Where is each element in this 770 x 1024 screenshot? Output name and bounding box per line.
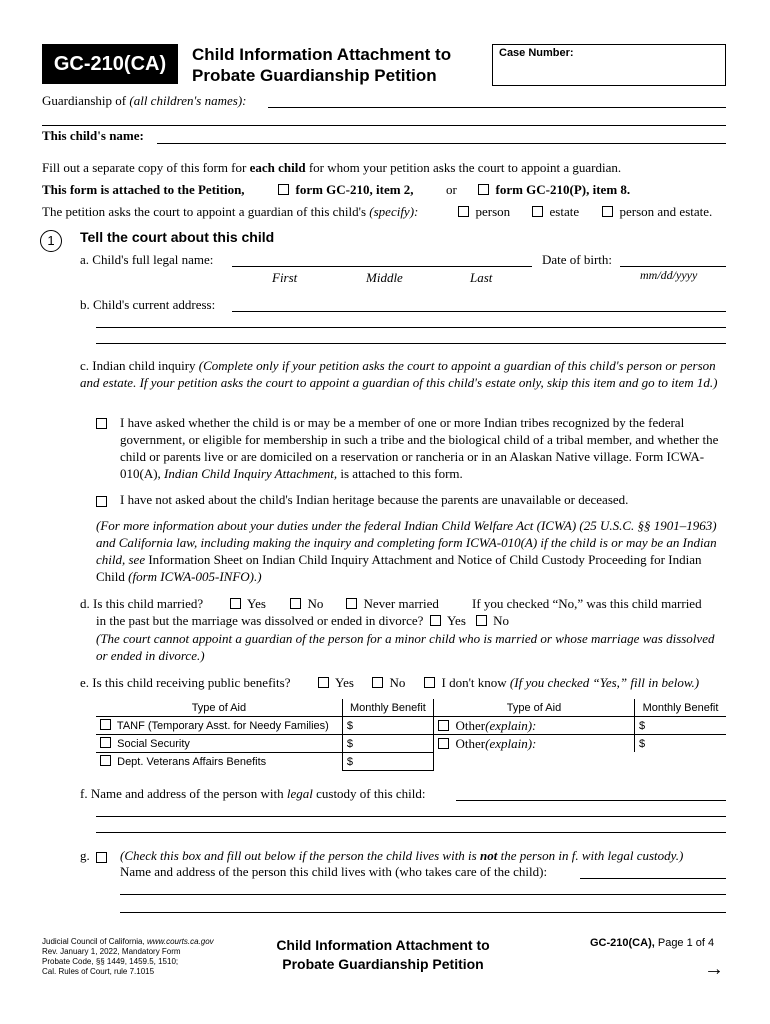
lives-with-label: Name and address of the person this child lives with (who takes care of the child): xyxy=(120,864,548,879)
form-id-badge: GC-210(CA) xyxy=(42,44,178,84)
benefit-cell[interactable]: $ xyxy=(635,735,727,753)
footer-rev: Rev. January 1, 2022, Mandatory Form xyxy=(42,947,181,956)
child-name-line[interactable] xyxy=(157,143,726,144)
attached-gc210p-option[interactable]: form GC-210(P), item 8. xyxy=(478,182,630,198)
married-label: d. Is this child married? xyxy=(80,596,204,611)
dob-label: Date of birth: xyxy=(542,252,613,267)
person-and-estate-option[interactable]: person and estate. xyxy=(602,204,712,220)
address-label: b. Child's current address: xyxy=(80,297,216,312)
benefits-yes[interactable]: Yes xyxy=(318,675,354,691)
footer-url[interactable]: www.courts.ca.gov xyxy=(146,937,214,946)
aid-table-right xyxy=(434,699,726,752)
case-number-label: Case Number: xyxy=(499,47,574,59)
checkbox[interactable] xyxy=(602,206,613,217)
title-line-2: Probate Guardianship Petition xyxy=(192,66,437,85)
g-label: g. xyxy=(80,848,90,863)
legal-custody-line-3[interactable] xyxy=(96,832,726,833)
lives-with-line-3[interactable] xyxy=(120,912,726,913)
table-row: Social Security $ xyxy=(96,735,434,753)
married-followup: If you checked “No,” was this child married xyxy=(472,596,702,611)
table-row: Other(explain): $ xyxy=(434,735,726,753)
or-text: or xyxy=(446,182,457,197)
asks-label: The petition asks the court to appoint a guardian of this child's (specify): xyxy=(42,204,419,219)
attached-label: This form is attached to the Petition, xyxy=(42,182,245,197)
instruction-text: Fill out a separate copy of this form for each child for whom your petition asks the court to appoint a guardian. xyxy=(42,160,622,175)
benefit-cell[interactable]: $ xyxy=(342,735,433,753)
person-option[interactable]: person xyxy=(458,204,510,220)
aid-type-header: Type of Aid xyxy=(434,699,635,717)
dob-line[interactable] xyxy=(620,266,726,267)
checkbox[interactable] xyxy=(478,184,489,195)
aid-type-header: Type of Aid xyxy=(96,699,342,717)
child-name-label: This child's name: xyxy=(42,128,144,143)
benefit-cell[interactable]: $ xyxy=(635,717,727,735)
benefit-cell[interactable]: $ xyxy=(342,753,433,771)
legal-custody-line-1[interactable] xyxy=(456,800,726,801)
married-note: (The court cannot appoint a guardian of the person for a minor child who is married or whose marriage was dissolved or ended in divorce.) xyxy=(96,631,715,663)
checkbox[interactable] xyxy=(100,755,111,766)
c-option2-text: I have not asked about the child's Indian heritage because the parents are unavailable or deceased. xyxy=(120,492,629,507)
legal-custody-line-2[interactable] xyxy=(96,816,726,817)
dob-format: mm/dd/yyyy xyxy=(640,268,698,282)
legal-custody-label: f. Name and address of the person with legal custody of this child: xyxy=(80,786,426,801)
checkbox[interactable] xyxy=(278,184,289,195)
dissolved-question: in the past but the marriage was dissolved or ended in divorce? Yes No xyxy=(96,613,510,628)
guardianship-names-line-2[interactable] xyxy=(42,125,726,126)
c-option2-checkbox[interactable] xyxy=(96,494,107,510)
footer-page: GC-210(CA), Page 1 of 4 xyxy=(590,937,715,949)
first-label: First xyxy=(272,270,298,285)
checkbox[interactable] xyxy=(532,206,543,217)
benefit-cell[interactable]: $ xyxy=(342,717,433,735)
checkbox[interactable] xyxy=(100,719,111,730)
footer-council: Judicial Council of California, xyxy=(42,937,145,946)
c-option1-checkbox[interactable] xyxy=(96,416,107,432)
married-yes[interactable]: Yes xyxy=(230,596,266,612)
last-label: Last xyxy=(470,270,493,285)
dissolved-no-checkbox[interactable] xyxy=(476,615,487,626)
married-no[interactable]: No xyxy=(290,596,323,612)
address-line-1[interactable] xyxy=(232,311,726,312)
address-line-2[interactable] xyxy=(96,327,726,328)
footer-title: Child Information Attachment to Probate Guardianship Petition xyxy=(276,937,490,972)
icwa-note: (For more information about your duties under the federal Indian Child Welfare Act (ICWA) (25 U.S.C. §§ 1901–1963) and California law, including making the inquiry and completing form ICWA-010(A) if the child is or may be an Indian child, see Information Sheet on Indian Child Inquiry Attachment and Notice of Child Custody Proceeding for Indian Child (form ICWA-005-INFO).) xyxy=(96,518,717,584)
lives-with-line-2[interactable] xyxy=(120,894,726,895)
never-married[interactable]: Never married xyxy=(346,596,439,612)
aid-table-left xyxy=(96,699,434,771)
benefits-no[interactable]: No xyxy=(372,675,405,691)
table-row: TANF (Temporary Asst. for Needy Families) $ xyxy=(96,717,434,735)
benefits-label: e. Is this child receiving public benefits? xyxy=(80,675,291,690)
benefit-header: Monthly Benefit xyxy=(342,699,433,717)
c-option1-text: I have asked whether the child is or may be a member of one or more Indian tribes recognized by the federal government, or eligible for membership in such a tribe and the biological child of a tribal member, and whether the child or parents live or are domiciled on a reservation or rancheria or in an Alaskan Native village. Form ICWA-010(A), Indian Child Inquiry Attachment, is attached to this form. xyxy=(120,415,719,481)
dissolved-yes-checkbox[interactable] xyxy=(430,615,441,626)
indian-inquiry-text: c. Indian child inquiry (Complete only if your petition asks the court to appoint a guardian of this child's person or person and estate. If your petition asks the court to appoint a guardian of this child's estate only, skip this item and go to item 1d.) xyxy=(80,358,718,390)
attached-gc210-option[interactable]: form GC-210, item 2, xyxy=(278,182,414,198)
middle-label: Middle xyxy=(366,270,403,285)
guardianship-label: Guardianship of (all children's names): xyxy=(42,93,247,108)
benefits-dont-know[interactable]: I don't know (If you checked “Yes,” fill in below.) xyxy=(424,675,699,691)
full-name-label: a. Child's full legal name: xyxy=(80,252,214,267)
checkbox[interactable] xyxy=(438,738,449,749)
g-instruction: (Check this box and fill out below if the person the child lives with is not the person in f. with legal custody.) xyxy=(120,848,684,863)
address-line-3[interactable] xyxy=(96,343,726,344)
checkbox[interactable] xyxy=(100,737,111,748)
footer-legal xyxy=(42,937,214,977)
full-name-line[interactable] xyxy=(232,266,532,267)
g-checkbox[interactable] xyxy=(96,850,107,866)
guardianship-names-line[interactable] xyxy=(268,107,726,108)
footer-code: Probate Code, §§ 1449, 1459.5, 1510; xyxy=(42,957,179,966)
title-line-1: Child Information Attachment to xyxy=(192,45,452,64)
lives-with-line-1[interactable] xyxy=(580,878,726,879)
table-row: Other(explain): $ xyxy=(434,717,726,735)
table-row: Dept. Veterans Affairs Benefits $ xyxy=(96,753,434,771)
section-title: Tell the court about this child xyxy=(80,229,275,245)
case-number-field[interactable] xyxy=(492,44,726,86)
checkbox[interactable] xyxy=(438,720,449,731)
estate-option[interactable]: estate xyxy=(532,204,579,220)
footer-rules: Cal. Rules of Court, rule 7.1015 xyxy=(42,967,155,976)
benefit-header: Monthly Benefit xyxy=(635,699,727,717)
form-title xyxy=(192,44,451,86)
section-number: 1 xyxy=(40,230,62,252)
checkbox[interactable] xyxy=(458,206,469,217)
next-page-arrow-icon[interactable]: → xyxy=(704,958,724,980)
